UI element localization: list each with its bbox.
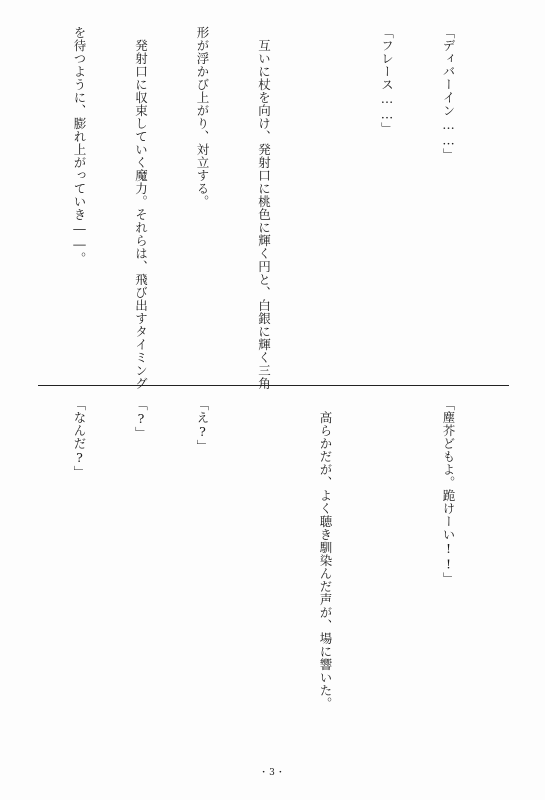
blank-line	[376, 398, 397, 760]
text-line: 「?」	[133, 398, 149, 440]
bottom-text-block	[0, 398, 499, 760]
text-line: 発射口に収束していく魔力。それらは、飛び出すタイミング	[133, 26, 149, 390]
blank-line	[7, 26, 28, 371]
blank-line	[315, 26, 336, 371]
section-divider	[38, 385, 509, 386]
text-line: 「塵芥どもよ。跪けーい!!」	[441, 398, 456, 585]
top-text-block	[0, 26, 499, 390]
page-number: ・3・	[259, 768, 286, 778]
text-line: 形が浮かび上がり、対立する。	[195, 26, 210, 208]
text-line: 高らかだが、よく聴き馴染んだ声が、場に響いた。	[318, 398, 333, 710]
blank-line	[253, 398, 274, 760]
text-line: 「ディバーイン……」	[441, 26, 456, 161]
blank-line	[7, 398, 28, 760]
text-line: を待つように、膨れ上がっていき――。	[72, 26, 87, 265]
text-line: 「なんだ?」	[72, 398, 87, 479]
text-line: 互いに杖を向け、発射口に桃色に輝く円と、白銀に輝く三角	[256, 26, 272, 390]
text-line: 「え?」	[195, 398, 210, 453]
text-line: 「フレース……」	[379, 26, 395, 135]
